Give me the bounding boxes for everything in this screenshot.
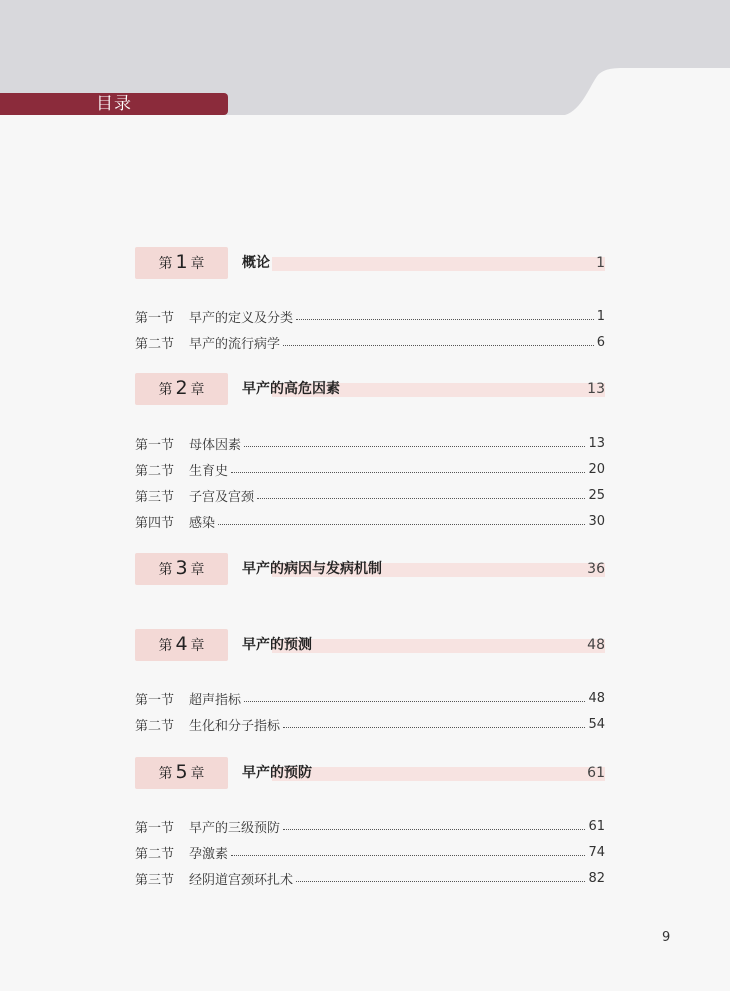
chapter-number: 3 xyxy=(175,557,188,579)
toc-header-tab xyxy=(0,93,228,115)
chapter-prefix: 第 xyxy=(158,256,173,272)
section-title: 早产的三级预防 xyxy=(189,820,281,836)
section-entry-4-1[interactable] xyxy=(135,689,605,707)
section-title: 超声指标 xyxy=(189,692,242,708)
chapter-suffix: 章 xyxy=(190,766,205,782)
chapter-entry-3[interactable] xyxy=(135,553,605,585)
section-title: 生化和分子指标 xyxy=(189,718,281,734)
chapter-entry-1[interactable] xyxy=(135,247,605,279)
section-label: 第一节 xyxy=(135,310,175,326)
section-title: 早产的流行病学 xyxy=(189,336,281,352)
chapter-suffix: 章 xyxy=(190,256,205,272)
section-page: 6 xyxy=(596,334,605,350)
section-page: 25 xyxy=(588,487,605,503)
section-page: 1 xyxy=(596,308,605,324)
dot-leader xyxy=(257,498,585,499)
section-label: 第四节 xyxy=(135,515,175,531)
chapter-title: 早产的高危因素 xyxy=(242,381,340,397)
section-label: 第一节 xyxy=(135,692,175,708)
chapter-prefix: 第 xyxy=(158,638,173,654)
dot-leader xyxy=(218,524,585,525)
chapter-number: 1 xyxy=(175,251,188,273)
section-page: 30 xyxy=(588,513,605,529)
section-entry-4-2[interactable] xyxy=(135,715,605,733)
chapter-badge xyxy=(135,757,228,789)
chapter-entry-2[interactable] xyxy=(135,373,605,405)
dot-leader xyxy=(231,855,585,856)
dot-leader xyxy=(244,446,585,447)
section-entry-2-1[interactable] xyxy=(135,434,605,452)
section-entry-5-1[interactable] xyxy=(135,817,605,835)
section-title: 生育史 xyxy=(189,463,229,479)
chapter-page: 13 xyxy=(587,381,605,397)
section-entry-2-4[interactable] xyxy=(135,512,605,530)
chapter-title: 早产的预防 xyxy=(242,765,312,781)
section-label: 第一节 xyxy=(135,437,175,453)
section-label: 第二节 xyxy=(135,336,175,352)
chapter-title: 早产的病因与发病机制 xyxy=(242,561,382,577)
section-page: 13 xyxy=(588,435,605,451)
chapter-number: 5 xyxy=(175,761,188,783)
chapter-entry-5[interactable] xyxy=(135,757,605,789)
dot-leader xyxy=(283,829,585,830)
section-label: 第一节 xyxy=(135,820,175,836)
chapter-suffix: 章 xyxy=(190,562,205,578)
section-entry-5-3[interactable] xyxy=(135,869,605,887)
chapter-badge xyxy=(135,553,228,585)
chapter-band xyxy=(272,767,605,781)
section-entry-2-2[interactable] xyxy=(135,460,605,478)
chapter-number: 2 xyxy=(175,377,188,399)
dot-leader xyxy=(244,701,585,702)
section-label: 第二节 xyxy=(135,846,175,862)
chapter-number: 4 xyxy=(175,633,188,655)
chapter-page: 61 xyxy=(587,765,605,781)
chapter-suffix: 章 xyxy=(190,382,205,398)
section-label: 第三节 xyxy=(135,489,175,505)
section-label: 第三节 xyxy=(135,872,175,888)
section-entry-1-2[interactable] xyxy=(135,333,605,351)
section-title: 经阴道宫颈环扎术 xyxy=(189,872,294,888)
dot-leader xyxy=(296,319,594,320)
chapter-badge xyxy=(135,629,228,661)
chapter-prefix: 第 xyxy=(158,766,173,782)
section-label: 第二节 xyxy=(135,463,175,479)
chapter-suffix: 章 xyxy=(190,638,205,654)
page-number: 9 xyxy=(662,930,671,945)
dot-leader xyxy=(283,727,585,728)
chapter-page: 36 xyxy=(587,561,605,577)
section-label: 第二节 xyxy=(135,718,175,734)
section-entry-2-3[interactable] xyxy=(135,486,605,504)
chapter-title: 概论 xyxy=(242,255,270,271)
section-page: 54 xyxy=(588,716,605,732)
chapter-badge xyxy=(135,373,228,405)
dot-leader xyxy=(231,472,585,473)
section-page: 82 xyxy=(588,870,605,886)
section-title: 孕激素 xyxy=(189,846,229,862)
chapter-page: 1 xyxy=(596,255,605,271)
chapter-page: 48 xyxy=(587,637,605,653)
chapter-prefix: 第 xyxy=(158,562,173,578)
section-entry-5-2[interactable] xyxy=(135,843,605,861)
section-page: 48 xyxy=(588,690,605,706)
section-entry-1-1[interactable] xyxy=(135,307,605,325)
chapter-prefix: 第 xyxy=(158,382,173,398)
chapter-band xyxy=(272,257,605,271)
chapter-badge xyxy=(135,247,228,279)
dot-leader xyxy=(283,345,594,346)
dot-leader xyxy=(296,881,585,882)
section-page: 74 xyxy=(588,844,605,860)
chapter-entry-4[interactable] xyxy=(135,629,605,661)
section-title: 子宫及宫颈 xyxy=(189,489,255,505)
chapter-band xyxy=(272,639,605,653)
section-page: 61 xyxy=(588,818,605,834)
chapter-title: 早产的预测 xyxy=(242,637,312,653)
section-title: 感染 xyxy=(189,515,216,531)
section-title: 早产的定义及分类 xyxy=(189,310,294,326)
section-title: 母体因素 xyxy=(189,437,242,453)
toc-title: 目录 xyxy=(96,93,132,114)
section-page: 20 xyxy=(588,461,605,477)
